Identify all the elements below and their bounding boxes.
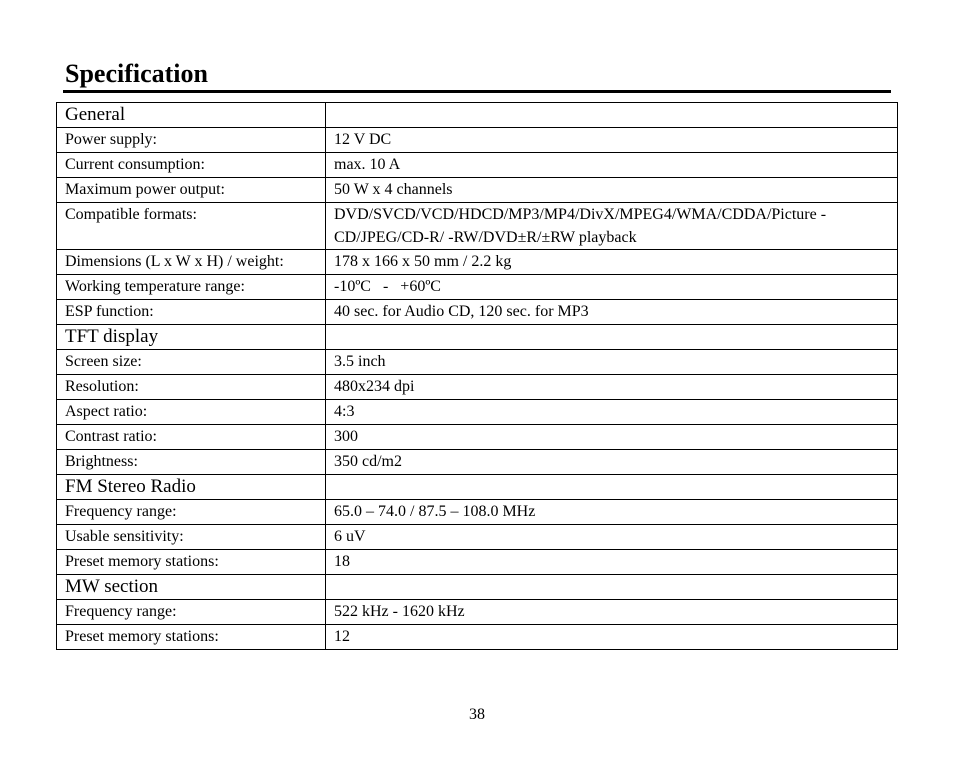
spec-label: Maximum power output: — [57, 178, 326, 203]
spec-value: 522 kHz - 1620 kHz — [326, 600, 898, 625]
spec-value: 50 W x 4 channels — [326, 178, 898, 203]
section-heading: MW section — [57, 575, 326, 600]
title-rule — [63, 90, 891, 93]
section-heading-blank — [326, 325, 898, 350]
spec-value: 300 — [326, 425, 898, 450]
section-header-tft-display — [57, 325, 898, 350]
table-row — [57, 400, 898, 425]
spec-value: max. 10 A — [326, 153, 898, 178]
spec-label: Compatible formats: — [57, 203, 326, 250]
spec-value: 350 cd/m2 — [326, 450, 898, 475]
section-header-mw-section — [57, 575, 898, 600]
spec-value: 178 x 166 x 50 mm / 2.2 kg — [326, 250, 898, 275]
table-row — [57, 300, 898, 325]
table-row — [57, 153, 898, 178]
table-row — [57, 425, 898, 450]
spec-label: Current consumption: — [57, 153, 326, 178]
page-title: Specification — [65, 59, 208, 88]
spec-label: Preset memory stations: — [57, 625, 326, 650]
specification-table — [56, 102, 898, 650]
table-row — [57, 600, 898, 625]
spec-label: Resolution: — [57, 375, 326, 400]
spec-value: 4:3 — [326, 400, 898, 425]
page-number: 38 — [469, 706, 485, 723]
spec-value: 12 V DC — [326, 128, 898, 153]
table-row — [57, 350, 898, 375]
spec-value: 3.5 inch — [326, 350, 898, 375]
spec-label: Dimensions (L x W x H) / weight: — [57, 250, 326, 275]
spec-label: ESP function: — [57, 300, 326, 325]
section-header-fm-stereo-radio — [57, 475, 898, 500]
table-row — [57, 275, 898, 300]
spec-label: Screen size: — [57, 350, 326, 375]
section-heading-blank — [326, 103, 898, 128]
table-row — [57, 203, 898, 250]
spec-label: Preset memory stations: — [57, 550, 326, 575]
table-row — [57, 450, 898, 475]
table-row — [57, 550, 898, 575]
spec-label: Frequency range: — [57, 600, 326, 625]
table-row — [57, 250, 898, 275]
spec-label: Aspect ratio: — [57, 400, 326, 425]
table-row — [57, 375, 898, 400]
section-header-general — [57, 103, 898, 128]
table-row — [57, 525, 898, 550]
spec-value: DVD/SVCD/VCD/HDCD/MP3/MP4/DivX/MPEG4/WMA/CDDA/Picture -CD/JPEG/CD-R/ -RW/DVD±R/±RW playback — [326, 203, 898, 250]
table-row — [57, 500, 898, 525]
table-row — [57, 625, 898, 650]
spec-label: Working temperature range: — [57, 275, 326, 300]
spec-value: 40 sec. for Audio CD, 120 sec. for MP3 — [326, 300, 898, 325]
section-heading: General — [57, 103, 326, 128]
spec-label: Usable sensitivity: — [57, 525, 326, 550]
spec-label: Contrast ratio: — [57, 425, 326, 450]
spec-value: -10ºC - +60ºC — [326, 275, 898, 300]
section-heading: TFT display — [57, 325, 326, 350]
table-row — [57, 128, 898, 153]
spec-label: Frequency range: — [57, 500, 326, 525]
section-heading: FM Stereo Radio — [57, 475, 326, 500]
spec-value: 6 uV — [326, 525, 898, 550]
spec-label: Brightness: — [57, 450, 326, 475]
spec-value: 480x234 dpi — [326, 375, 898, 400]
spec-value: 12 — [326, 625, 898, 650]
table-row — [57, 178, 898, 203]
spec-value: 18 — [326, 550, 898, 575]
section-heading-blank — [326, 575, 898, 600]
spec-value: 65.0 – 74.0 / 87.5 – 108.0 MHz — [326, 500, 898, 525]
spec-label: Power supply: — [57, 128, 326, 153]
section-heading-blank — [326, 475, 898, 500]
